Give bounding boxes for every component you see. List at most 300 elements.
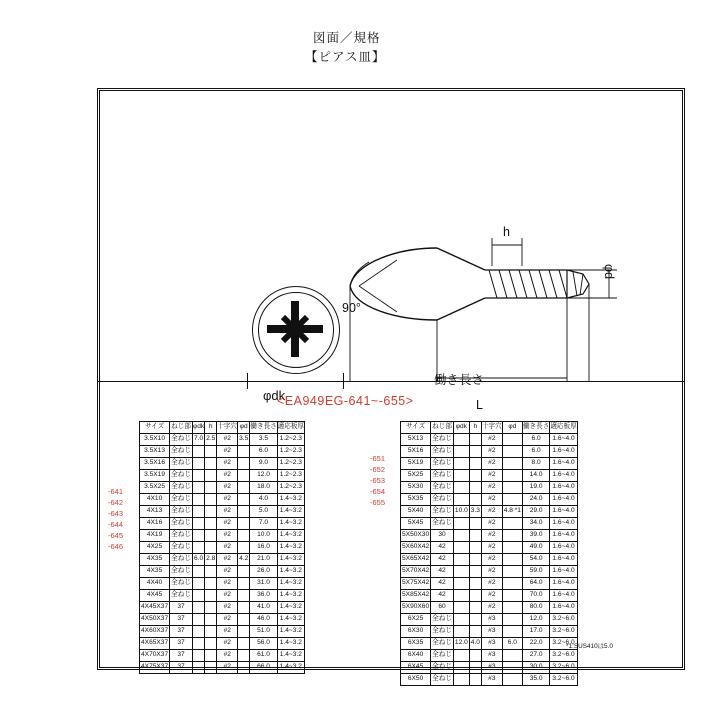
table-cell: 4X35 [140,554,170,566]
table-cell [205,578,217,590]
table-cell: 4.8 *1 [502,506,522,518]
table-cell: 6X35 [401,638,431,650]
table-cell: 6X30 [401,626,431,638]
table-cell: 6X50 [401,674,431,686]
table-row [140,542,305,554]
model-code-641: -641 [108,487,124,496]
table-row [140,638,305,650]
table-row [401,602,578,614]
table-cell [238,482,250,494]
table-cell [502,674,522,686]
table-cell: 全ねじ [431,506,454,518]
table-cell [469,590,481,602]
table-cell [205,638,217,650]
table-cell: 3.2~6.0 [550,650,577,662]
table-row [140,662,305,674]
table-cell: 5X90X60 [401,602,431,614]
table-cell: 37 [170,602,193,614]
table-row [401,506,578,518]
table-cell [238,494,250,506]
table-cell: 70.0 [522,590,549,602]
table-cell [453,530,469,542]
table-cell: 37 [170,638,193,650]
table-cell: 30 [431,530,454,542]
table-cell: #2 [481,482,502,494]
table-cell: 5.0 [250,506,277,518]
table-row [401,494,578,506]
col-header: 働き長さ [250,422,277,434]
table-cell [469,542,481,554]
table-row [401,530,578,542]
table-cell: 42 [431,554,454,566]
table-cell: 46.0 [250,614,277,626]
table-cell: 31.0 [250,578,277,590]
table-cell [502,446,522,458]
table-cell [453,674,469,686]
table-cell: 1.6~4.0 [550,578,577,590]
table-row [401,458,578,470]
table-cell [502,590,522,602]
table-cell: 34.0 [522,518,549,530]
table-cell: 66.0 [250,662,277,674]
page-title: 図面／規格 [313,31,381,45]
model-code-653: -653 [370,476,386,485]
table-cell: #2 [217,590,238,602]
table-cell: #2 [217,638,238,650]
table-cell: #2 [217,650,238,662]
model-code-645: -645 [108,531,124,540]
table-cell: 1.4~3.2 [277,662,304,674]
part-number-caption: <EA949EG-641~-655> [277,394,414,408]
L-label: L [476,398,483,412]
table-cell [469,650,481,662]
table-cell [192,578,204,590]
table-cell: 7.0 [192,434,204,446]
col-header: h [469,422,481,434]
table-cell: 4X10 [140,494,170,506]
table-cell [502,470,522,482]
table-cell: 全ねじ [170,530,193,542]
table-cell [469,470,481,482]
table-cell: 4X40 [140,578,170,590]
table-cell: 3.2~6.0 [550,674,577,686]
table-cell [205,506,217,518]
table-cell [502,530,522,542]
table-row [140,626,305,638]
table-cell [502,614,522,626]
table-cell: 1.4~3.2 [277,554,304,566]
table-cell: 6X25 [401,614,431,626]
table-cell: 7.0 [250,518,277,530]
table-cell: 3.2~6.0 [550,662,577,674]
table-cell: 26.0 [250,566,277,578]
table-cell [192,638,204,650]
table-cell: 1.2~2.3 [277,470,304,482]
table-cell [502,554,522,566]
model-code-643: -643 [108,509,124,518]
table-cell: 1.4~3.2 [277,578,304,590]
table-cell: 1.2~2.3 [277,482,304,494]
table-cell [469,578,481,590]
table-cell: #2 [481,554,502,566]
table-cell: 4.0 [469,638,481,650]
col-header: ねじ部 [431,422,454,434]
working-length-label: 働き長さ [434,373,485,387]
table-cell [502,626,522,638]
table-row [140,590,305,602]
col-header: φdk [192,422,204,434]
table-cell: 全ねじ [170,566,193,578]
table-cell: 60 [431,602,454,614]
model-code-655: -655 [370,498,386,507]
table-row [401,482,578,494]
table-row [401,614,578,626]
table-cell: 5X19 [401,458,431,470]
table-cell [238,662,250,674]
table-cell: 全ねじ [170,506,193,518]
table-cell: 5X85X42 [401,590,431,602]
table-cell: 37 [170,650,193,662]
table-cell: 1.6~4.0 [550,506,577,518]
table-cell: 1.4~3.2 [277,638,304,650]
table-cell: 全ねじ [170,518,193,530]
table-cell [238,566,250,578]
table-cell [502,482,522,494]
table-cell: 4X45X37 [140,602,170,614]
table-cell: 42 [431,590,454,602]
table-cell [453,470,469,482]
table-cell: 22.0 [522,638,549,650]
table-cell: 1.6~4.0 [550,542,577,554]
table-cell: #2 [217,662,238,674]
dk-label: φdk [263,388,286,403]
table-cell [453,494,469,506]
table-cell [238,470,250,482]
table-cell [238,590,250,602]
table-cell: 2.5 [205,434,217,446]
table-row [140,494,305,506]
table-cell: 1.4~3.2 [277,494,304,506]
table-row [140,482,305,494]
table-cell: 5X60X42 [401,542,431,554]
spec-table-left [139,421,305,674]
table-cell: 3.5X16 [140,458,170,470]
table-cell [192,482,204,494]
table-cell: #2 [217,554,238,566]
table-cell: 10.0 [250,530,277,542]
table-row [401,578,578,590]
table-cell: 5X50X30 [401,530,431,542]
table-cell: 42 [431,578,454,590]
table-cell: #2 [481,566,502,578]
col-header: 適応板厚 [550,422,577,434]
table-row [401,434,578,446]
table-cell [205,650,217,662]
table-cell [453,482,469,494]
table-cell [205,482,217,494]
table-cell: #2 [481,530,502,542]
table-cell [502,434,522,446]
table-cell [205,494,217,506]
table-cell: 39.0 [522,530,549,542]
table-cell: 4X75X37 [140,662,170,674]
table-cell: 4X60X37 [140,626,170,638]
table-cell [205,602,217,614]
table-cell [238,458,250,470]
table-cell: 全ねじ [431,650,454,662]
table-cell: 49.0 [522,542,549,554]
table-cell [205,626,217,638]
table-cell: 全ねじ [170,434,193,446]
dk-dim-line [247,381,343,382]
table-cell [192,518,204,530]
d-label: φd [602,264,616,280]
table-cell: 全ねじ [431,494,454,506]
table-cell: #2 [481,470,502,482]
table-cell [453,650,469,662]
table-cell [192,542,204,554]
table-cell: #3 [481,614,502,626]
table-cell [469,482,481,494]
table-cell [453,626,469,638]
table-cell: 9.0 [250,458,277,470]
table-cell: 4X50X37 [140,614,170,626]
table-cell: #2 [217,542,238,554]
table-cell [192,530,204,542]
spec-table-right [400,421,578,686]
col-header: ねじ部 [170,422,193,434]
table-cell [453,554,469,566]
table-row [140,650,305,662]
table-cell [238,578,250,590]
table-cell [192,506,204,518]
table-cell: 37 [170,662,193,674]
table-cell [205,470,217,482]
table-cell: 3.2~6.0 [550,626,577,638]
table-cell [192,662,204,674]
table-cell: 1.6~4.0 [550,602,577,614]
table-cell [192,650,204,662]
table-cell [192,614,204,626]
table-cell: 3.2~6.0 [550,614,577,626]
table-cell [469,602,481,614]
col-header: 働き長さ [522,422,549,434]
table-cell: 3.5X19 [140,470,170,482]
table-row [140,554,305,566]
table-cell: 全ねじ [431,614,454,626]
table-cell: #2 [217,494,238,506]
table-cell: 4X65X37 [140,638,170,650]
table-row [401,650,578,662]
table-cell: 59.0 [522,566,549,578]
table-cell: 全ねじ [431,482,454,494]
table-cell: 5X35 [401,494,431,506]
table-cell: 3.5X13 [140,446,170,458]
table-cell: 12.0 [453,638,469,650]
table-cell [469,614,481,626]
table-cell: 3.5X25 [140,482,170,494]
table-cell: 5X16 [401,446,431,458]
table-cell: 全ねじ [170,578,193,590]
table-cell: 全ねじ [431,446,454,458]
table-cell: 18.0 [250,482,277,494]
table-row [140,470,305,482]
table-row [401,590,578,602]
table-cell [238,446,250,458]
table-cell: 64.0 [522,578,549,590]
table-cell [205,662,217,674]
table-cell: 1.6~4.0 [550,446,577,458]
table-cell [469,446,481,458]
col-header: φd [238,422,250,434]
table-cell: #2 [217,578,238,590]
page-subtitle: 【ピアス皿】 [305,50,386,64]
table-cell: 全ねじ [431,458,454,470]
table-cell: #2 [217,482,238,494]
table-cell [238,650,250,662]
table-cell: 6.0 [522,434,549,446]
table-cell [192,446,204,458]
table-cell [453,458,469,470]
section-divider [97,381,685,382]
table-cell: 6X40 [401,650,431,662]
table-cell: 19.0 [522,482,549,494]
table-cell: 1.6~4.0 [550,530,577,542]
table-cell [502,542,522,554]
table-cell: 5X65X42 [401,554,431,566]
table-cell: #3 [481,674,502,686]
table-cell [205,530,217,542]
table-cell: 全ねじ [431,518,454,530]
table-cell [238,626,250,638]
table-row [140,506,305,518]
model-code-652: -652 [370,465,386,474]
table-cell [453,578,469,590]
model-code-654: -654 [370,487,386,496]
table-cell [453,434,469,446]
table-cell: 4.0 [250,494,277,506]
table-cell: 全ねじ [170,590,193,602]
table-cell: 36.0 [250,590,277,602]
table-cell [453,446,469,458]
table-cell: #2 [481,578,502,590]
table-cell [469,530,481,542]
table-cell: 1.4~3.2 [277,614,304,626]
table-cell [502,662,522,674]
table-cell [469,566,481,578]
table-cell: 全ねじ [170,482,193,494]
table-cell [205,614,217,626]
table-row [401,566,578,578]
table-cell: #2 [481,494,502,506]
col-header: 十字穴 [481,422,502,434]
table-cell: #2 [217,458,238,470]
table-cell: 3.5X10 [140,434,170,446]
table-cell: #2 [217,518,238,530]
table-cell [469,458,481,470]
table-cell [238,542,250,554]
table-cell: 5X75X42 [401,578,431,590]
table-cell [469,554,481,566]
table-row [140,458,305,470]
table-row [401,662,578,674]
table-cell: 1.6~4.0 [550,590,577,602]
table-cell [469,494,481,506]
table-cell [205,446,217,458]
table-cell: #2 [481,446,502,458]
model-code-644: -644 [108,520,124,529]
table-cell: 4.2 [238,554,250,566]
table-cell [502,458,522,470]
table-cell: 1.4~3.2 [277,602,304,614]
table-cell: #2 [217,602,238,614]
table-cell: 14.0 [522,470,549,482]
table-cell: 5X40 [401,506,431,518]
table-cell [502,602,522,614]
table-cell [238,518,250,530]
table-row [140,530,305,542]
table-cell: 1.2~2.3 [277,434,304,446]
table-cell: 42 [431,566,454,578]
table-cell: 37 [170,614,193,626]
table-cell: #2 [217,434,238,446]
table-cell [238,506,250,518]
table-cell: 全ねじ [170,470,193,482]
table-cell: #2 [217,530,238,542]
table-cell: 1.6~4.0 [550,458,577,470]
table-cell [192,566,204,578]
table-cell [469,518,481,530]
table-cell: 2.8 [205,554,217,566]
table-cell [453,602,469,614]
table-cell: 全ねじ [431,662,454,674]
table-cell [502,650,522,662]
table-row [140,602,305,614]
table-cell: 1.6~4.0 [550,566,577,578]
table-cell: 5X70X42 [401,566,431,578]
table-cell [502,518,522,530]
table-cell: 1.4~3.2 [277,542,304,554]
table-cell: 1.4~3.2 [277,518,304,530]
table-cell: 1.6~4.0 [550,494,577,506]
angle-label: 90° [342,301,361,315]
table-cell: 12.0 [250,470,277,482]
table-cell [238,602,250,614]
table-cell: 4X13 [140,506,170,518]
table-cell: 1.6~4.0 [550,482,577,494]
table-cell: 5X25 [401,470,431,482]
table-cell: 1.4~3.2 [277,566,304,578]
table-row [401,446,578,458]
table-cell: 1.4~3.2 [277,626,304,638]
table-cell: 30.0 [522,662,549,674]
table-cell [469,626,481,638]
table-cell [192,470,204,482]
table-cell: 51.0 [250,626,277,638]
table-cell [469,662,481,674]
table-cell: 6.0 [250,446,277,458]
table-cell: #2 [481,602,502,614]
col-header: サイズ [140,422,170,434]
table-cell [453,542,469,554]
table-cell [192,458,204,470]
table-cell: #2 [217,566,238,578]
table-cell: 1.6~4.0 [550,470,577,482]
table-cell: 4X19 [140,530,170,542]
table-cell: 24.0 [522,494,549,506]
table-cell: 4X45 [140,590,170,602]
table-cell: 3.2~6.0 [550,638,577,650]
